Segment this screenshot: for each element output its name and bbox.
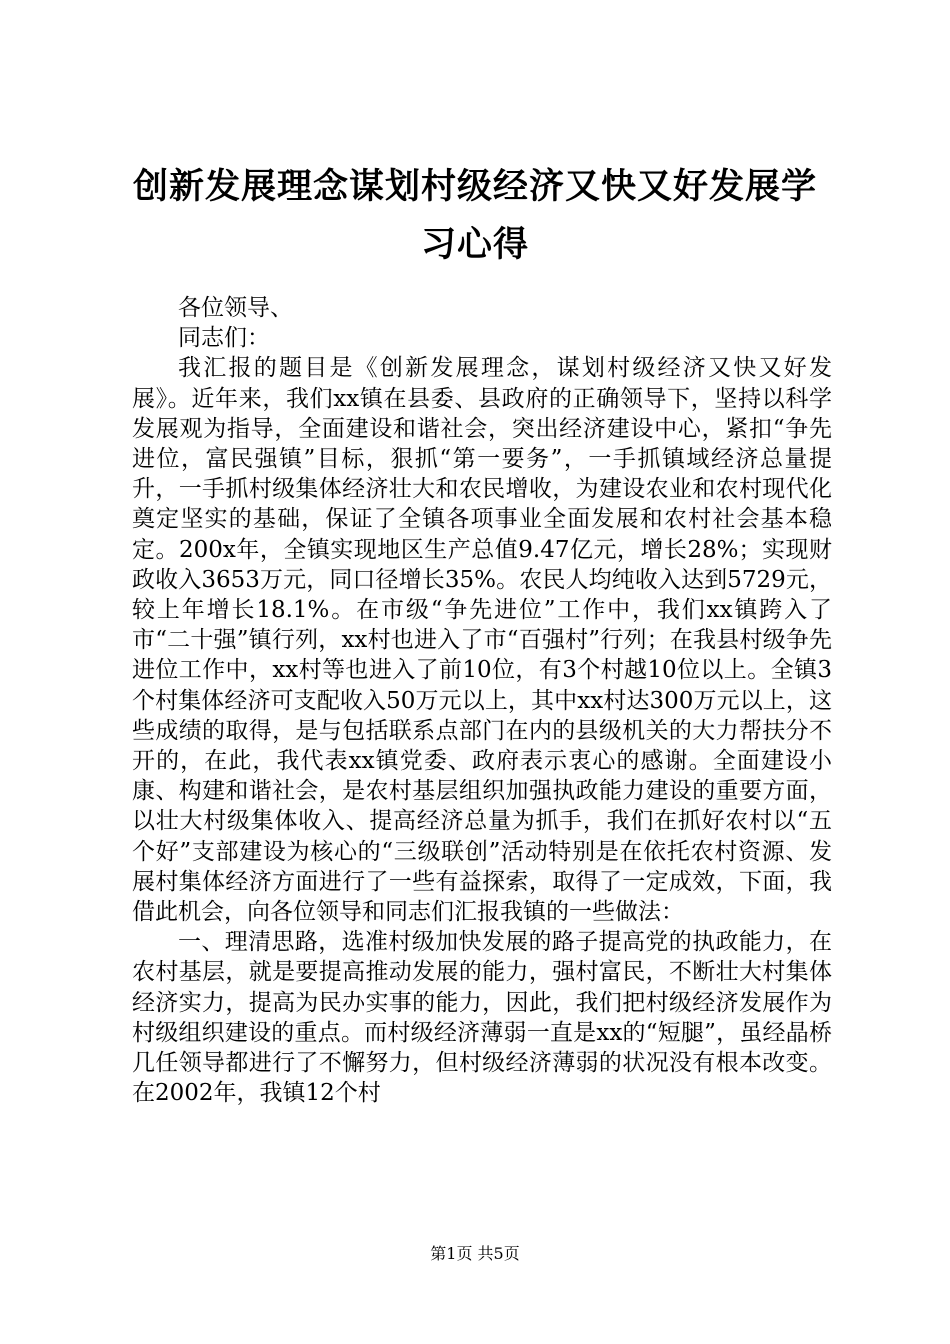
page-footer: 第1页 共5页 xyxy=(430,1244,520,1263)
salutation-leaders: 各位领导、 xyxy=(178,295,293,321)
document-title: 创新发展理念谋划村级经济又快又好发展学习心得 xyxy=(132,166,817,265)
paragraph: 我汇报的题目是《创新发展理念，谋划村级经济又快又好发展》。近年来，我们xx镇在县委、县政府的正确领导下，坚持以科学发展观为指导，全面建设和谐社会，突出经济建设中心，紧扣“争先进位，富民强镇”目标，狠抓“第一要务”，一手抓镇域经济总量提升，一手抓村级集体经济壮大和农民增收，为建设农业和农村现代化奠定坚实的基础，保证了全镇各项事业全面发展和农村社会基本稳定。200x年，全镇实现地区生产总值9.47亿元，增长28%；实现财政收入3653万元，同口径增长35%。农民人均纯收入达到5729元，较上年增长18.1%。在市级“争先进位”工作中，我们xx镇跨入了市“二十强”镇行列，xx村也进入了市“百强村”行列；在我县村级争先进位工作中，xx村等也进入了前10位，有3个村越10位以上。全镇3个村集体经济可支配收入50万元以上，其中xx村达300万元以上，这些成绩的取得，是与包括联系点部门在内的县级机关的大力帮扶分不开的，在此，我代表xx镇党委、政府表示衷心的感谢。全面建设小康、构建和谐社会，是农村基层组织加强执政能力建设的重要方面，以壮大村级集体收入、提高经济总量为抓手，我们在抓好农村以“五个好”支部建设为核心的“三级联创”活动特别是在依托农村资源、发展村集体经济方面进行了一些有益探索，取得了一定成效，下面，我借此机会，向各位领导和同志们汇报我镇的一些做法： xyxy=(132,355,832,926)
salutation-comrades: 同志们： xyxy=(178,325,270,352)
document-body xyxy=(132,293,832,1108)
paragraph: 一、理清思路，选准村级加快发展的路子提高党的执政能力，在农村基层，就是要提高推动发展的能力，强村富民，不断壮大村集体经济实力，提高为民办实事的能力，因此，我们把村级经济发展作为村级组织建设的重点。而村级经济薄弱一直是xx的“短腿”，虽经晶桥几任领导都进行了不懈努力，但村级经济薄弱的状况没有根本改变。在2002年，我镇12个村 xyxy=(132,929,832,1107)
